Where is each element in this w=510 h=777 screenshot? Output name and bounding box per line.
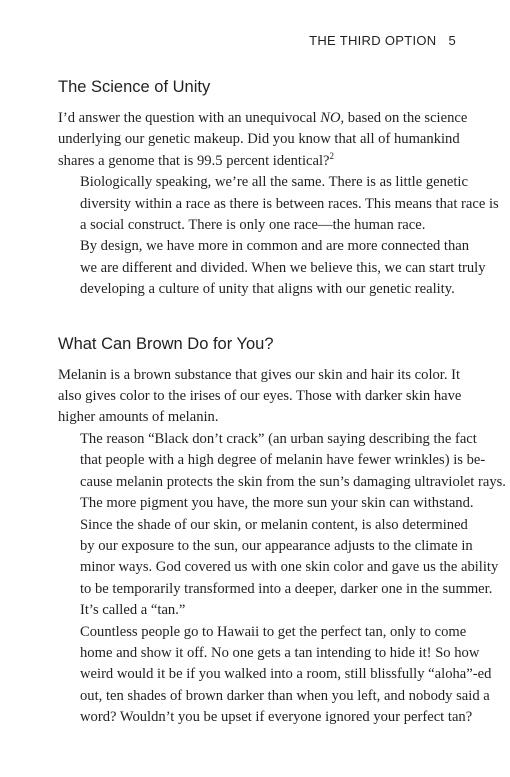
- text-line: minor ways. God covered us with one skin color and gave us the ability: [80, 559, 499, 576]
- text-line: It’s called a “tan.”: [80, 602, 186, 619]
- text-line: Countless people go to Hawaii to get the perfect tan, only to come: [80, 623, 467, 640]
- text-line: I’d answer the question with an unequivocal NO, based on the science: [58, 110, 468, 126]
- text-line: underlying our genetic makeup. Did you know that all of humankind: [58, 131, 460, 148]
- paragraph: [58, 172, 499, 236]
- text-line: developing a culture of unity that aligns with our genetic reality.: [80, 281, 455, 298]
- text-line: that people with a high degree of melanin have fewer wrinkles) is be-: [80, 452, 486, 469]
- page-body: [58, 78, 506, 729]
- paragraph: [58, 236, 486, 300]
- text-line: by our exposure to the sun, our appearance adjusts to the climate in: [80, 537, 473, 554]
- running-head-title: THE THIRD OPTION: [309, 33, 437, 48]
- text-line: cause melanin protects the skin from the sun’s damaging ultraviolet rays.: [80, 473, 506, 490]
- text-line: home and show it off. No one gets a tan intending to hide it! So how: [80, 644, 480, 661]
- text-line: also gives color to the irises of our eyes. Those with darker skin have: [58, 388, 462, 405]
- paragraph: [58, 515, 499, 622]
- emphasis: NO: [320, 110, 341, 126]
- text-line: out, ten shades of brown darker than when you left, and nobody said a: [80, 687, 490, 704]
- text-line: weird would it be if you walked into a room, still blissfully “aloha”-ed: [80, 666, 492, 683]
- text-line: higher amounts of melanin.: [58, 409, 219, 426]
- text-line: Melanin is a brown substance that gives our skin and hair its color. It: [58, 366, 461, 383]
- text-line: a social construct. There is only one race—the human race.: [80, 217, 426, 234]
- text-line: [58, 151, 456, 172]
- paragraph: [58, 365, 462, 429]
- text-line: By design, we have more in common and are more connected than: [80, 238, 470, 255]
- paragraph: [58, 622, 492, 729]
- text-line: The more pigment you have, the more sun your skin can withstand.: [80, 495, 474, 512]
- footnote-marker: 2: [329, 150, 335, 161]
- text-line: The reason “Black don’t crack” (an urban saying describing the fact: [80, 430, 477, 447]
- running-head: [309, 33, 456, 48]
- text-line: Biologically speaking, we’re all the same. There is as little genetic: [80, 174, 468, 191]
- page-number: 5: [448, 33, 456, 48]
- text-line: Since the shade of our skin, or melanin content, is also determined: [80, 516, 468, 533]
- section-heading-science-of-unity: The Science of Unity: [58, 78, 211, 96]
- paragraph: [58, 429, 506, 515]
- text-line: we are different and divided. When we believe this, we can start truly: [80, 259, 486, 276]
- text-line: to be temporarily transformed into a deeper, darker one in the summer.: [80, 580, 493, 597]
- section-heading-what-can-brown-do: What Can Brown Do for You?: [58, 334, 274, 353]
- text-line: word? Wouldn’t you be upset if everyone ignored your perfect tan?: [80, 709, 473, 726]
- paragraph: [58, 108, 468, 172]
- text-line: diversity within a race as there is between races. This means that race is: [80, 195, 499, 212]
- text-line-content: shares a genome that is 99.5 percent identical?: [58, 152, 330, 169]
